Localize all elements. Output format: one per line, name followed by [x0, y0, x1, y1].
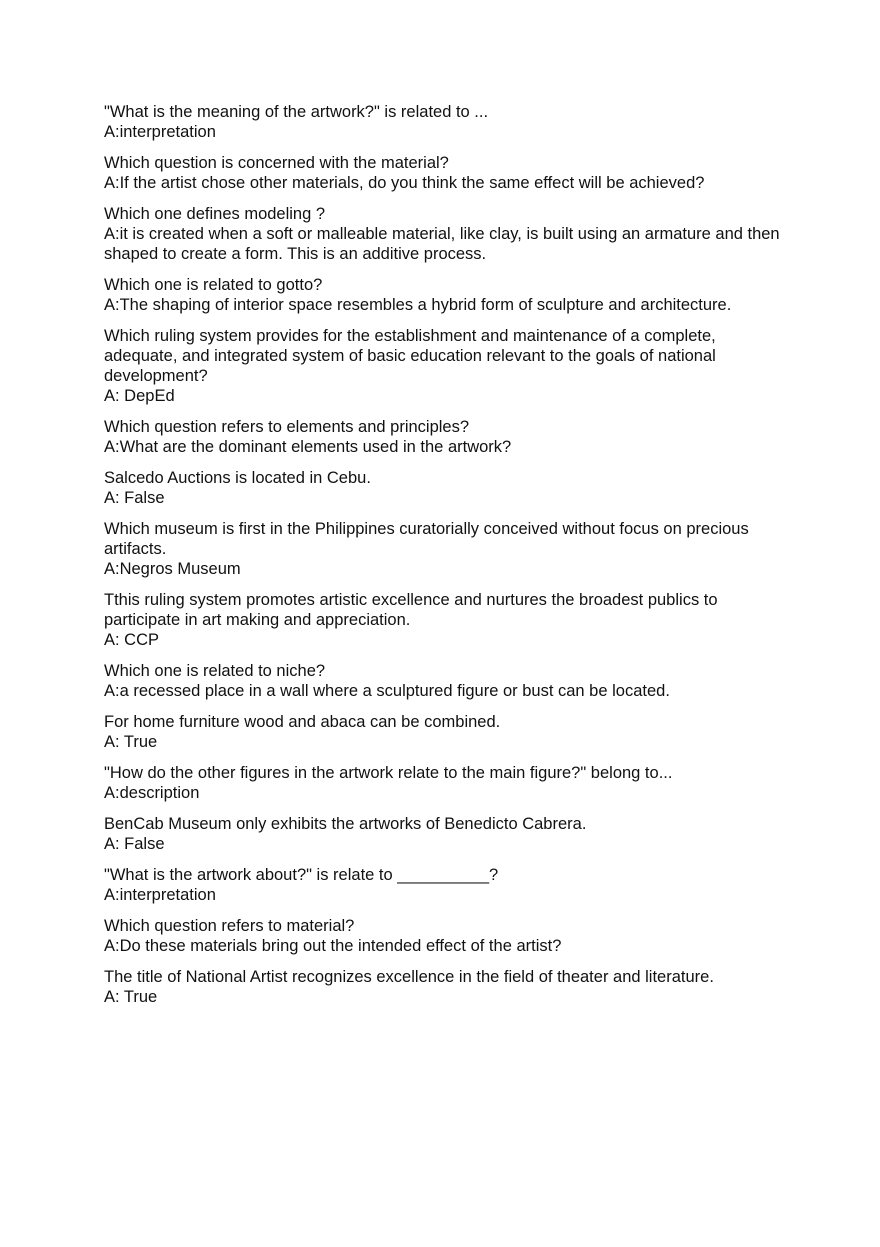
question-text: Which question refers to elements and principles?: [104, 418, 470, 436]
qa-item: [104, 590, 784, 650]
qa-item: [104, 102, 784, 142]
qa-item: [104, 326, 784, 406]
qa-item: [104, 468, 784, 508]
question-text: "What is the meaning of the artwork?" is related to ...: [104, 103, 489, 121]
answer-text: A:If the artist chose other materials, do you think the same effect will be achieved?: [104, 174, 705, 192]
question-text: Which ruling system provides for the establishment and maintenance of a complete, adequate, and integrated system of basic education relevant to the goals of national development?: [104, 327, 716, 385]
qa-item: [104, 967, 784, 1007]
question-text: Which one is related to gotto?: [104, 276, 323, 294]
answer-text: A:a recessed place in a wall where a sculptured figure or bust can be located.: [104, 682, 670, 700]
answer-text: A:What are the dominant elements used in the artwork?: [104, 438, 512, 456]
answer-text: A:it is created when a soft or malleable material, like clay, is built using an armature and then shaped to create a form. This is an additive process.: [104, 225, 780, 263]
answer-text: A:interpretation: [104, 123, 216, 141]
answer-text: A: False: [104, 835, 165, 853]
question-text: Which one defines modeling ?: [104, 205, 326, 223]
qa-item: [104, 916, 784, 956]
question-text: For home furniture wood and abaca can be combined.: [104, 713, 501, 731]
question-text: The title of National Artist recognizes excellence in the field of theater and literature.: [104, 968, 714, 986]
question-text: Which question refers to material?: [104, 917, 355, 935]
answer-text: A:Do these materials bring out the intended effect of the artist?: [104, 937, 562, 955]
qa-item: [104, 712, 784, 752]
question-text: Salcedo Auctions is located in Cebu.: [104, 469, 371, 487]
question-text: Which question is concerned with the material?: [104, 154, 449, 172]
answer-text: A: True: [104, 988, 158, 1006]
answer-text: A: DepEd: [104, 387, 175, 405]
question-text: BenCab Museum only exhibits the artworks of Benedicto Cabrera.: [104, 815, 587, 833]
answer-text: A: CCP: [104, 631, 160, 649]
qa-item: [104, 763, 784, 803]
question-text: Which one is related to niche?: [104, 662, 326, 680]
qa-item: [104, 417, 784, 457]
qa-item: [104, 519, 784, 579]
qa-item: [104, 204, 784, 264]
answer-text: A: True: [104, 733, 158, 751]
qa-item: [104, 275, 784, 315]
qa-list: [104, 102, 784, 1018]
qa-item: [104, 153, 784, 193]
qa-item: [104, 865, 784, 905]
question-text: "How do the other figures in the artwork relate to the main figure?" belong to...: [104, 764, 673, 782]
answer-text: A:interpretation: [104, 886, 216, 904]
answer-text: A:description: [104, 784, 200, 802]
answer-text: A: False: [104, 489, 165, 507]
question-text: Which museum is first in the Philippines curatorially conceived without focus on precious artifacts.: [104, 520, 749, 558]
answer-text: A:The shaping of interior space resembles a hybrid form of sculpture and architecture.: [104, 296, 732, 314]
question-text: "What is the artwork about?" is relate to __________?: [104, 866, 499, 884]
question-text: Tthis ruling system promotes artistic excellence and nurtures the broadest publics to participate in art making and appreciation.: [104, 591, 718, 629]
qa-item: [104, 661, 784, 701]
qa-item: [104, 814, 784, 854]
answer-text: A:Negros Museum: [104, 560, 241, 578]
